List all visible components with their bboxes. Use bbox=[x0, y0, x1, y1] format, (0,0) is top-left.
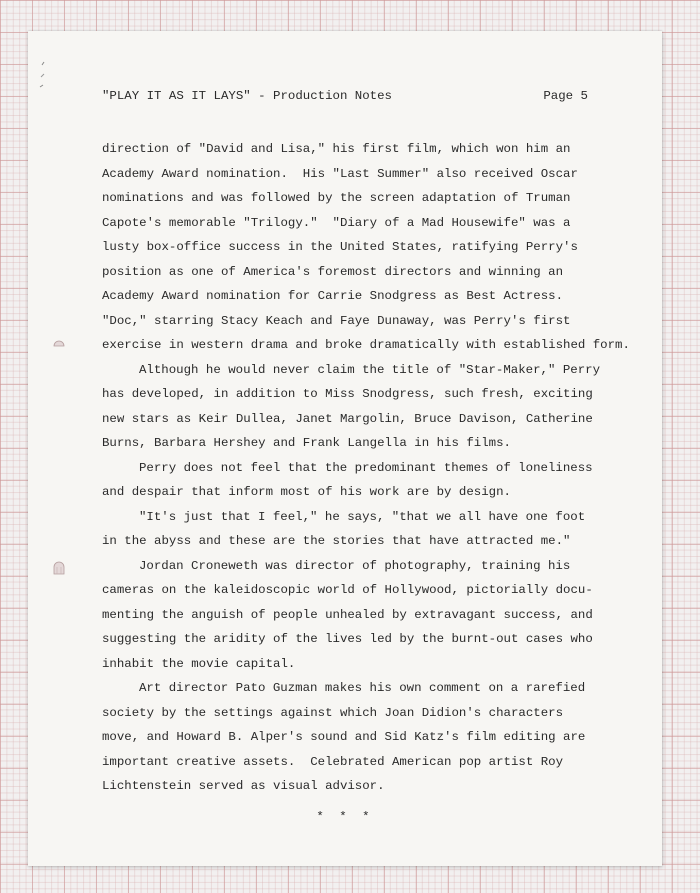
text-line: Burns, Barbara Hershey and Frank Langella in his films. bbox=[102, 436, 511, 450]
text-line: society by the settings against which Joan Didion's characters bbox=[102, 705, 564, 720]
text-line: direction of "David and Lisa," his first film, which won him an bbox=[102, 142, 571, 156]
text-line: inhabit the movie capital. bbox=[102, 656, 296, 671]
text-line: move, and Howard B. Alper's sound and Sid Katz's film editing are bbox=[102, 730, 586, 744]
punch-hole-bottom bbox=[53, 559, 65, 576]
page-number: Page 5 bbox=[543, 89, 588, 103]
punch-hole-top bbox=[53, 336, 65, 353]
pencil-marks bbox=[38, 53, 58, 103]
text-line: "It's just that I feel," he says, "that we all have one foot bbox=[139, 509, 586, 524]
text-line: Academy Award nomination for Carrie Snodgress as Best Actress. bbox=[102, 289, 564, 303]
text-line: lusty box-office success in the United States, ratifying Perry's bbox=[102, 240, 578, 254]
text-line: Lichtenstein served as visual advisor. bbox=[102, 779, 385, 793]
document-page bbox=[28, 31, 662, 866]
section-end-asterisks: * * * bbox=[316, 810, 374, 824]
document-title: "PLAY IT AS IT LAYS" - Production Notes bbox=[102, 89, 392, 103]
text-line: Although he would never claim the title of "Star-Maker," Perry bbox=[139, 362, 601, 377]
text-line: position as one of America's foremost directors and winning an bbox=[102, 264, 564, 279]
text-line: and despair that inform most of his work are by design. bbox=[102, 485, 511, 499]
text-line: Jordan Croneweth was director of photography, training his bbox=[139, 558, 571, 573]
text-line: new stars as Keir Dullea, Janet Margolin, Bruce Davison, Catherine bbox=[102, 411, 593, 426]
text-line: in the abyss and these are the stories that have attracted me." bbox=[102, 534, 571, 548]
text-line: "Doc," starring Stacy Keach and Faye Dunaway, was Perry's first bbox=[102, 313, 571, 328]
text-line: nominations and was followed by the screen adaptation of Truman bbox=[102, 191, 571, 205]
body-text bbox=[102, 137, 642, 799]
text-line: Art director Pato Guzman makes his own comment on a rarefied bbox=[139, 681, 586, 695]
text-line: cameras on the kaleidoscopic world of Hollywood, pictorially docu- bbox=[102, 583, 593, 597]
text-line: important creative assets. Celebrated American pop artist Roy bbox=[102, 754, 564, 769]
text-line: exercise in western drama and broke dramatically with established form. bbox=[102, 338, 630, 352]
text-line: Perry does not feel that the predominant themes of loneliness bbox=[139, 460, 593, 475]
text-line: Academy Award nomination. His "Last Summer" also received Oscar bbox=[102, 166, 578, 181]
text-line: suggesting the aridity of the lives led by the burnt-out cases who bbox=[102, 632, 593, 646]
text-line: menting the anguish of people unhealed by extravagant success, and bbox=[102, 607, 593, 622]
text-line: Capote's memorable "Trilogy." "Diary of a Mad Housewife" was a bbox=[102, 215, 571, 230]
text-line: has developed, in addition to Miss Snodgress, such fresh, exciting bbox=[102, 387, 593, 401]
